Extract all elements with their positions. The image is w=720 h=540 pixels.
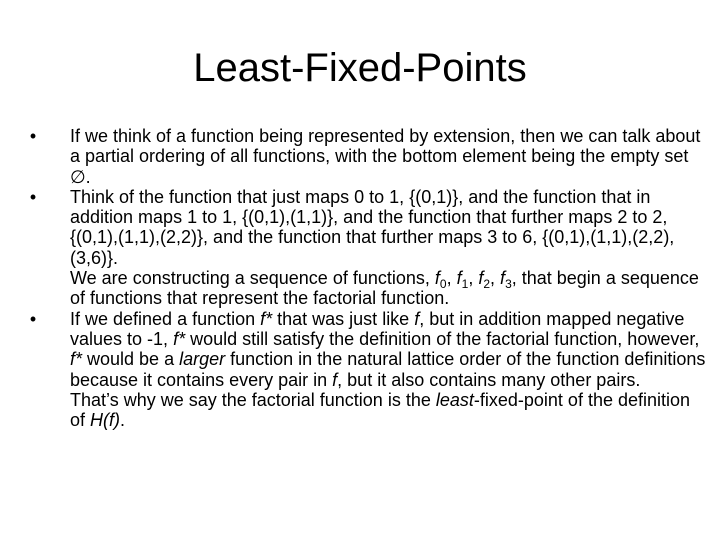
math-fstar: f*: [173, 328, 186, 349]
text-run: -fixed-point of the definition of: [70, 389, 691, 431]
text-run: .: [120, 410, 126, 431]
text-run: We are constructing a sequence of functions,: [70, 268, 435, 289]
text-run: If we defined a function: [70, 308, 261, 329]
emphasis-larger: larger: [179, 349, 226, 370]
slide-title: Least-Fixed-Points: [193, 46, 527, 90]
text-run: That’s why we say the factorial function is the: [70, 389, 436, 410]
subscript-0: 0: [439, 277, 447, 292]
subscript-1: 1: [461, 277, 469, 292]
bullet-continuation: [70, 390, 710, 431]
math-f: f: [414, 308, 420, 329]
text-run: would be a: [82, 349, 180, 370]
subscript-3: 3: [505, 277, 512, 292]
separator: ,: [490, 268, 501, 289]
bullet-dot: •: [29, 308, 37, 329]
bullet-dot: •: [29, 126, 37, 146]
bullet-list: [26, 126, 710, 430]
text-run: , but in addition mapped negative values to -1,: [70, 308, 685, 349]
bullet-item: [26, 309, 710, 431]
bullet-text: If we think of a function being represented by extension, then we can talk about a partial ordering of all functions, with the bottom element being the empty set ∅.: [70, 126, 701, 187]
text-run: , that begin a sequence of functions that represent the factorial function.: [70, 268, 699, 309]
bullet-item: [26, 126, 710, 187]
math-fstar: f*: [260, 308, 273, 329]
bullet-dot: •: [29, 186, 37, 207]
subscript-2: 2: [483, 277, 491, 292]
math-hf: H(f): [90, 410, 121, 431]
math-f: f: [332, 369, 338, 390]
text-run: would still satisfy the definition of the factorial function, however,: [185, 328, 700, 349]
math-f: f: [500, 268, 506, 289]
bullet-continuation: [70, 268, 710, 309]
math-fstar: f*: [70, 349, 83, 370]
separator: ,: [446, 268, 457, 289]
text-run: , but it also contains many other pairs.: [337, 369, 641, 390]
math-f: f: [478, 268, 484, 289]
bullet-item: [26, 187, 710, 309]
separator: ,: [468, 268, 479, 289]
emphasis-least: least: [435, 389, 474, 410]
bullet-text: Think of the function that just maps 0 to 1, {(0,1)}, and the function that in addition maps 1 to 1, {(0,1),(1,1)}, and the function that further maps 2 to 2, {(0,1),(1,1),(2,2)}, and the function that further maps 3 to 6, {(0,1),(1,1),(2,2),(3,6)}.: [70, 186, 675, 268]
text-run: that was just like: [272, 308, 415, 329]
math-f: f: [456, 268, 462, 289]
math-f: f: [434, 268, 440, 289]
text-run: function in the natural lattice order of the function definitions because it contains every pair in: [70, 349, 706, 390]
